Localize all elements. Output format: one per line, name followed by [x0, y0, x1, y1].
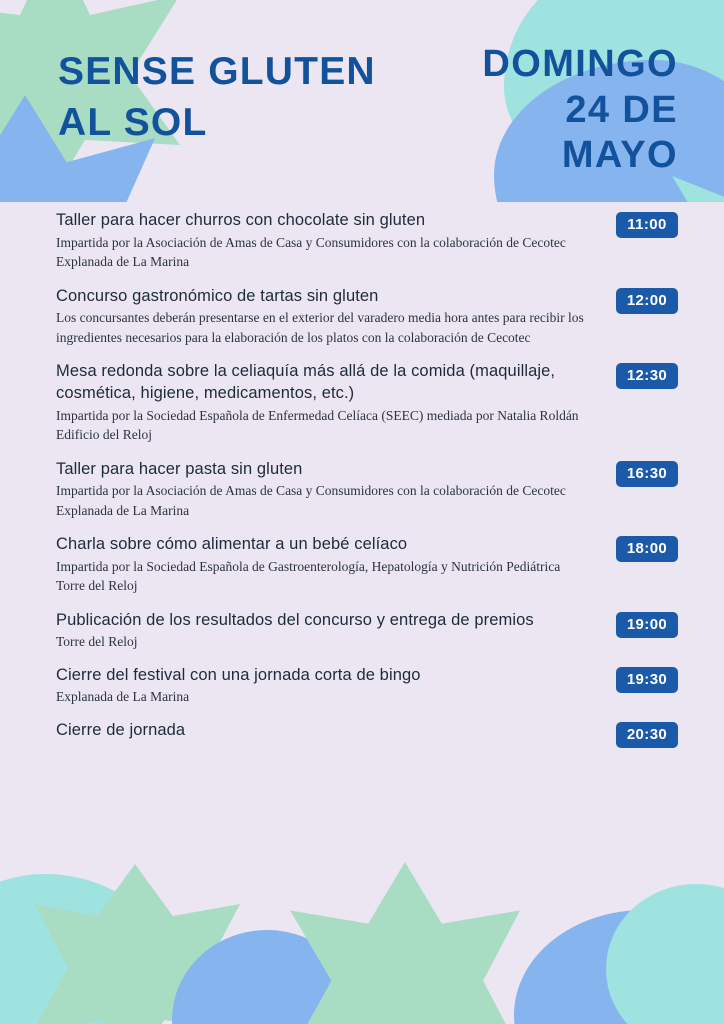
schedule-item-description: Impartida por la Sociedad Española de Enfermedad Celíaca (SEEC) mediada por Natalia Roldán [56, 407, 579, 423]
schedule-item-text [56, 665, 616, 706]
poster-header [0, 0, 724, 202]
schedule-item [56, 534, 678, 596]
schedule-item-title: Cierre de jornada [56, 721, 186, 740]
schedule-item-location: Edificio del Reloj [56, 427, 152, 443]
schedule-item-title: Taller para hacer churros con chocolate sin gluten [56, 211, 426, 229]
schedule-item-text [56, 610, 616, 651]
schedule-item [56, 720, 678, 748]
teal-circle-bottom-right-shape [606, 884, 724, 1024]
green-star-bottom-center-shape [290, 862, 520, 1024]
schedule-item-location: Explanada de La Marina [56, 688, 190, 704]
schedule-item-title: Cierre del festival con una jornada corta de bingo [56, 665, 421, 684]
schedule-item-title: Mesa redonda sobre la celiaquía más allá de la comida (maquillaje, cosmética, higiene, medicamentos, etc.) [56, 362, 556, 402]
schedule-item-text [56, 459, 616, 521]
schedule-item-description: Impartida por la Sociedad Española de Gastroenterología, Hepatología y Nutrición Pediátrica [56, 559, 561, 574]
schedule-item [56, 286, 678, 348]
schedule-item-time-badge: 12:30 [616, 363, 678, 389]
schedule-item-title: Charla sobre cómo alimentar a un bebé celíaco [56, 535, 408, 554]
schedule-item-text [56, 361, 616, 444]
poster-date-line1: DOMINGO [482, 43, 678, 85]
poster-title [58, 46, 458, 149]
poster-date [418, 42, 678, 179]
poster-title-line1: SENSE GLUTEN [58, 50, 376, 93]
schedule-item-time-badge: 19:00 [616, 612, 678, 638]
schedule-item-title: Taller para hacer pasta sin gluten [56, 459, 303, 478]
schedule-item [56, 610, 678, 651]
schedule-item-location: Torre del Reloj [56, 633, 138, 649]
schedule-item [56, 210, 678, 272]
schedule-item-time-badge: 18:00 [616, 536, 678, 562]
schedule-item-time-badge: 11:00 [616, 212, 678, 238]
poster-date-line2: 24 DE [565, 88, 678, 131]
poster-date-line3: MAYO [561, 134, 678, 177]
schedule-item-text [56, 720, 616, 742]
schedule-item-title: Concurso gastronómico de tartas sin gluten [56, 286, 379, 305]
schedule-item-time-badge: 19:30 [616, 667, 678, 693]
schedule-item-location: Explanada de La Marina [56, 254, 190, 270]
schedule-item-description: Los concursantes deberán presentarse en el exterior del varadero media hora antes para recibir los ingredientes necesarios para la elaboración de los platos con la colaboración de Cecotec [56, 310, 584, 345]
schedule-item [56, 665, 678, 706]
schedule-item-time-badge: 12:00 [616, 288, 678, 314]
schedule-item-text [56, 534, 616, 596]
schedule-item-text [56, 210, 616, 272]
schedule-list [0, 210, 724, 762]
schedule-item [56, 459, 678, 521]
schedule-item-time-badge: 20:30 [616, 722, 678, 748]
schedule-item-title: Publicación de los resultados del concurso y entrega de premios [56, 610, 534, 629]
schedule-item [56, 361, 678, 444]
schedule-item-location: Torre del Reloj [56, 578, 138, 594]
schedule-item-description: Impartida por la Asociación de Amas de Casa y Consumidores con la colaboración de Cecotec [56, 234, 566, 250]
schedule-item-time-badge: 16:30 [616, 461, 678, 487]
poster-title-line2: AL SOL [58, 101, 208, 145]
schedule-item-description: Impartida por la Asociación de Amas de Casa y Consumidores con la colaboración de Cecotec [56, 483, 566, 499]
schedule-item-text [56, 286, 616, 348]
schedule-item-location: Explanada de La Marina [56, 502, 190, 518]
